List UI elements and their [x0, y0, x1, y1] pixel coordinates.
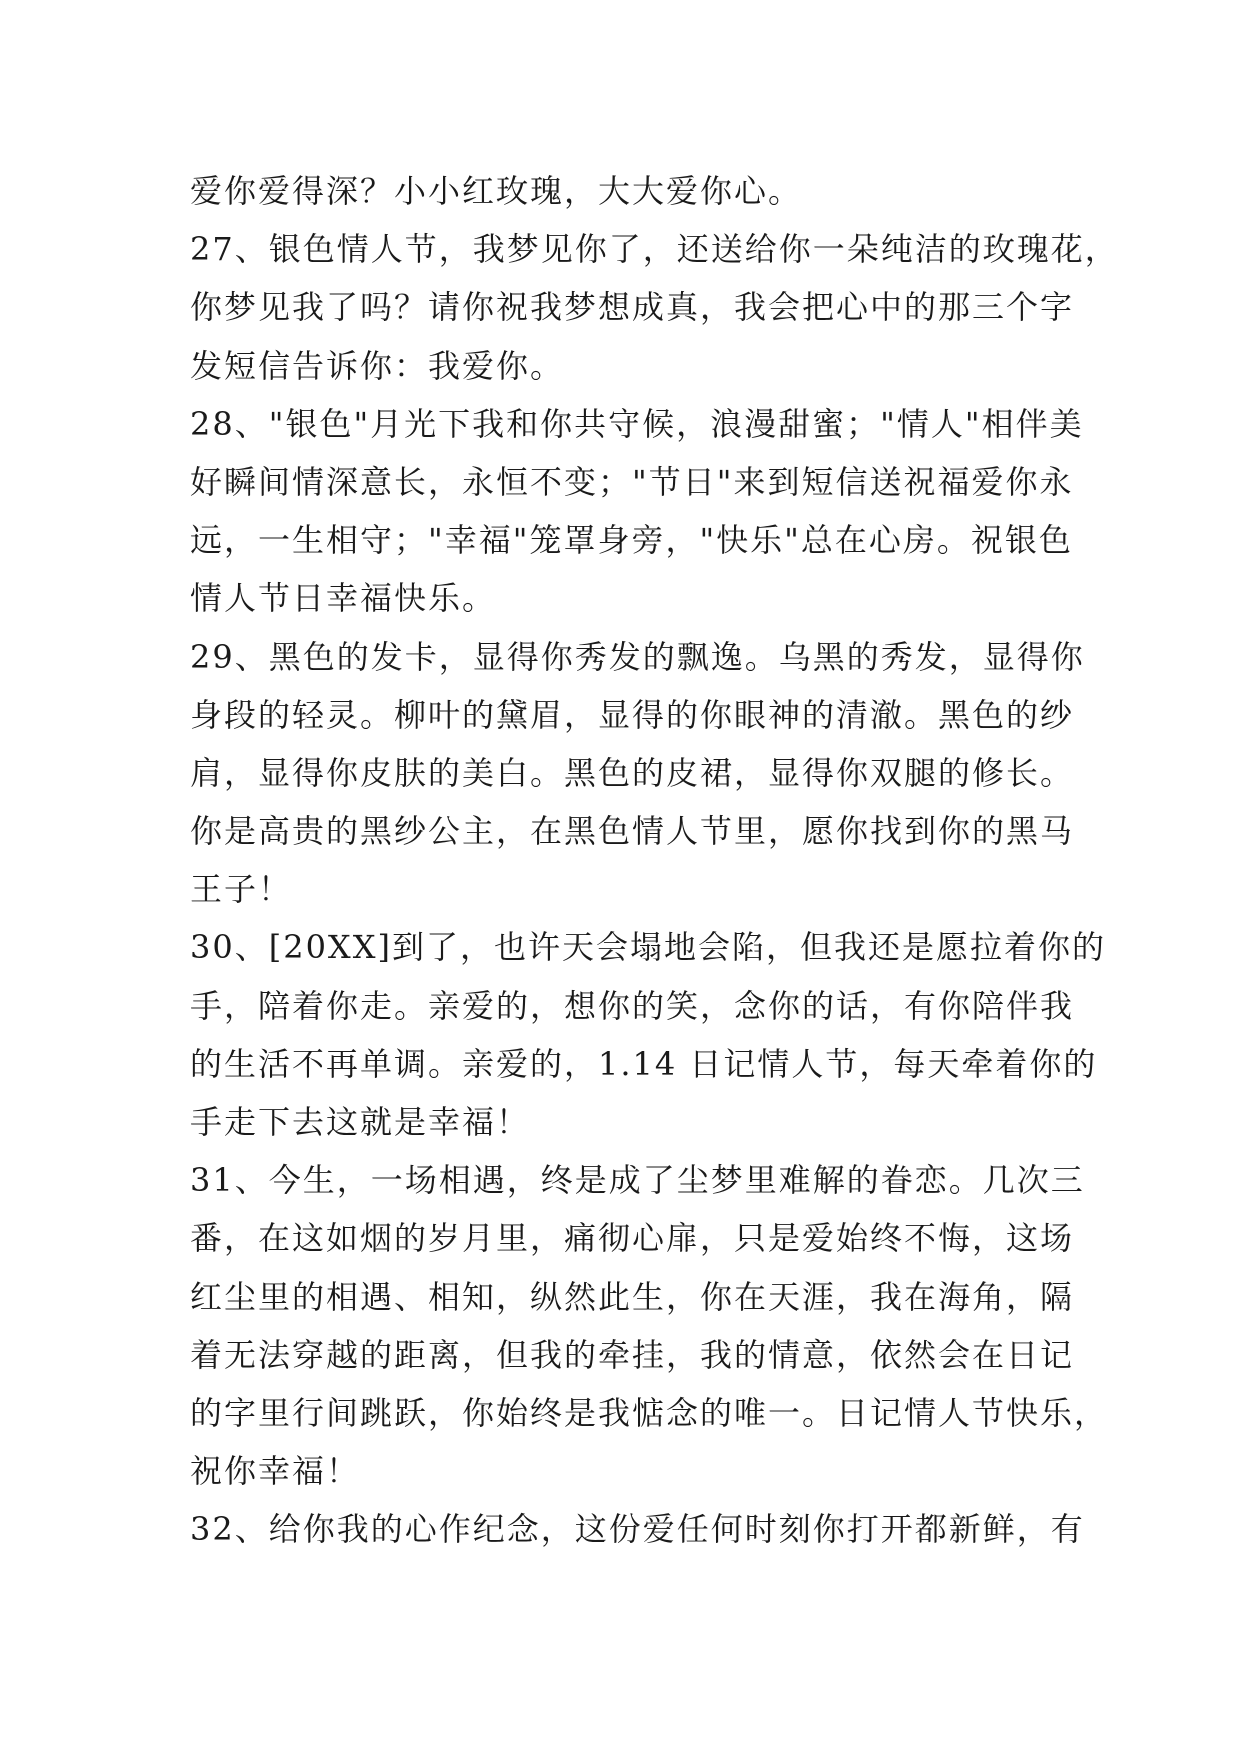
text-line: 的字里行间跳跃，你始终是我惦念的唯一。日记情人节快乐，: [190, 1393, 1109, 1432]
text-line: 番，在这如烟的岁月里，痛彻心扉，只是爱始终不悔，这场: [190, 1219, 1075, 1258]
text-line: 远，一生相守；"幸福"笼罩身旁，"快乐"总在心房。祝银色: [190, 521, 1073, 560]
text-line: 手，陪着你走。亲爱的，想你的笑，念你的话，有你陪伴我: [190, 986, 1075, 1025]
text-line: 肩，显得你皮肤的美白。黑色的皮裙，显得你双腿的修长。: [190, 753, 1075, 792]
text-line: 红尘里的相遇、相知，纵然此生，你在天涯，我在海角，隔: [190, 1277, 1075, 1316]
text-line: 王子！: [190, 870, 293, 909]
text-line: 28、"银色"月光下我和你共守候，浪漫甜蜜；"情人"相伴美: [190, 404, 1084, 443]
text-line: 祝你幸福！: [190, 1452, 361, 1491]
text-line: 你是高贵的黑纱公主，在黑色情人节里，愿你找到你的黑马: [190, 812, 1075, 851]
text-line: 身段的轻灵。柳叶的黛眉，显得的你眼神的清澈。黑色的纱: [190, 695, 1075, 734]
text-line: 30、[20XX]到了，也许天会塌地会陷，但我还是愿拉着你的: [190, 928, 1106, 967]
text-line: 你梦见我了吗？请你祝我梦想成真，我会把心中的那三个字: [190, 288, 1075, 327]
text-line: 着无法穿越的距离，但我的牵挂，我的情意，依然会在日记: [190, 1335, 1075, 1374]
text-line: 的生活不再单调。亲爱的，1.14 日记情人节，每天牵着你的: [190, 1044, 1098, 1083]
text-line: 情人节日幸福快乐。: [190, 579, 497, 618]
body-text: [190, 162, 1119, 1559]
text-line: 好瞬间情深意长，永恒不变；"节日"来到短信送祝福爱你永: [190, 462, 1074, 501]
text-line: 32、给你我的心作纪念，这份爱任何时刻你打开都新鲜，有: [190, 1510, 1085, 1549]
text-line: 发短信告诉你：我爱你。: [190, 346, 565, 385]
text-line: 手走下去这就是幸福！: [190, 1103, 531, 1141]
text-line: 爱你爱得深？小小红玫瑰，大大爱你心。: [190, 172, 803, 210]
text-line: 31、今生，一场相遇，终是成了尘梦里难解的眷恋。几次三: [190, 1161, 1085, 1200]
text-line: 27、银色情人节，我梦见你了，还送给你一朵纯洁的玫瑰花，: [190, 230, 1119, 269]
text-line: 29、黑色的发卡，显得你秀发的飘逸。乌黑的秀发，显得你: [190, 637, 1085, 676]
